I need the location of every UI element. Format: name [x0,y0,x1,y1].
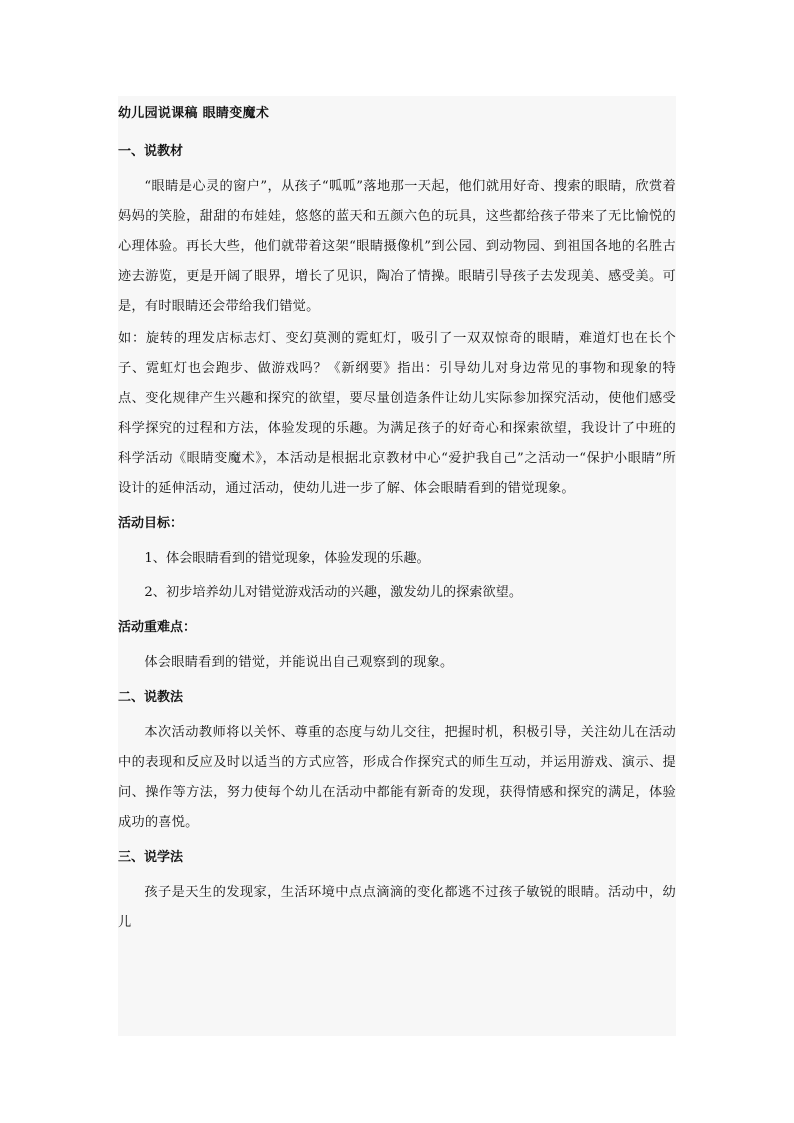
section-heading-teaching-material: 一、说教材 [118,144,184,159]
key-points-text: 体会眼睛看到的错觉，并能说出自己观察到的现象。 [144,655,454,670]
goal-item-2: 2、初步培养幼儿对错觉游戏活动的兴趣，激发幼儿的探索欲望。 [144,585,523,600]
section-heading-goals: 活动目标： [118,516,184,531]
teaching-method-text: 本次活动教师将以关怀、尊重的态度与幼儿交往，把握时机，积极引导，关注幼儿在活动中的表现和反应及时以适当的方式应答，形成合作探究式的师生互动，并运用游戏、演示、提问、操作等方法，努力使每个幼儿在活动中都能有新奇的发现，获得情感和探究的满足，体验成功的喜悦。 [118,725,676,830]
learning-method-text: 孩子是天生的发现家，生活环境中点点滴滴的变化都逃不过孩子敏锐的眼睛。活动中，幼儿 [118,885,676,930]
section-heading-key-points: 活动重难点： [118,620,197,635]
document-body [118,104,676,940]
teaching-material-paragraph-1: “眼睛是心灵的窗户”，从孩子“呱呱”落地那一天起，他们就用好奇、搜索的眼睛，欣赏着妈妈的笑脸，甜甜的布娃娃，悠悠的蓝天和五颜六色的玩具，这些都给孩子带来了无比愉悦的心理体验。再长大些，他们就带着这架“眼睛摄像机”到公园、到动物园、到祖国各地的名胜古迹去游览，更是开阔了眼界，增长了见识，陶冶了情操。眼睛引导孩子去发现美、感受美。可是，有时眼睛还会带给我们错觉。 [118,179,676,314]
goal-item-1: 1、体会眼睛看到的错觉现象，体验发现的乐趣。 [144,551,430,566]
section-heading-teaching-method: 二、说教法 [118,690,184,705]
document-title: 幼儿园说课稿 眼睛变魔术 [118,106,270,121]
section-heading-learning-method: 三、说学法 [118,850,184,865]
teaching-material-paragraph-2: 如：旋转的理发店标志灯、变幻莫测的霓虹灯，吸引了一双双惊奇的眼睛，难道灯也在长个子、霓虹灯也会跑步、做游戏吗？《新纲要》指出：引导幼儿对身边常见的事物和现象的特点、变化规律产生兴趣和探究的欲望，要尽量创造条件让幼儿实际参加探究活动，使他们感受科学探究的过程和方法，体验发现的乐趣。为满足孩子的好奇心和探索欲望，我设计了中班的科学活动《眼睛变魔术》，本活动是根据北京教材中心“爱护我自己”之活动一“保护小眼睛”所设计的延伸活动，通过活动，使幼儿进一步了解、体会眼睛看到的错觉现象。 [118,331,676,496]
